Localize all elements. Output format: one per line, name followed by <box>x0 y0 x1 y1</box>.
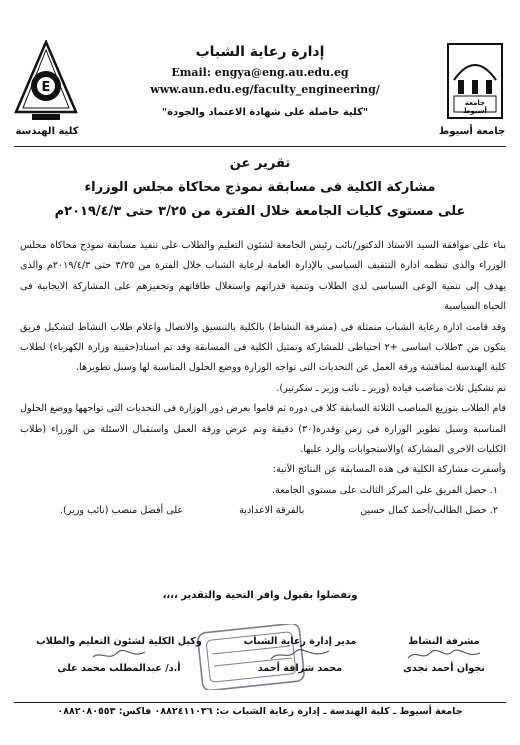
department-name: إدارة رعاية الشباب <box>195 44 325 60</box>
logo-right-text: جامعة أسيوط <box>463 99 487 115</box>
signature-youth-care-director <box>230 636 370 674</box>
website-line: www.aun.edu.eg/faculty_engineering/ <box>150 83 380 96</box>
paragraph-session: قام الطلاب بتوزيع المناصب الثلاثة السابقة كلا فى دوره ثم قاموا بعرض دور الوزارة فى التحديات التى تواجهها ووضع الحلول المناسبة وسبل تطوير الوزارة فى زمن وقدره(٣٠) دقيقة وتم عرض ورقة العمل واستقبال الاسئلة من الوزراء (طلاب الكليات الاخرى المشاركة )والاستجوابات والرد عليها. <box>20 403 506 456</box>
signature-2-name: محمد شراقة أحمد <box>257 663 343 674</box>
handwritten-signature-1-icon <box>404 647 484 663</box>
result-item-1: ١. حصل الفريق على المركز الثالث على مستوى الجامعة. <box>271 484 498 496</box>
paragraph-team: وقد قامت ادارة رعاية الشباب متمثلة فى (مشرفة النشاط) بالكلية بالتنسيق والاتصال واعلام طلاب النشاط لتشكيل فريق يتكون من ٣طلاب اساسى +٢ احتياطى للمشاركة وتمثيل الكلية فى المسابقة وقد تم اسناد(حقيبة وزارة الكهرباء) لطلاب كلية الهندسة لمناقشة ورقة العمل عن التحديات التى تواجه الوزارة ووضع الحلول المناسبة لها وسبل تطويرها. <box>20 321 506 374</box>
result-2-student: ٢. حصل الطالب/أحمد كمال حسين <box>360 504 498 516</box>
logo-right-caption: جامعة أسيوط <box>438 126 506 137</box>
accreditation-tagline: "كلية حاصلة على شهادة الاعتماد والجودة" <box>161 107 369 118</box>
footer-divider <box>14 702 506 703</box>
handwritten-signature-3-icon <box>89 647 149 663</box>
closing-salutation: وتفضلوا بقبول وافر التحية والتقدير ،،،، <box>162 590 358 601</box>
signature-1-name: نجوان أحمد نجدى <box>403 663 485 674</box>
result-item-2 <box>20 501 506 521</box>
signature-vice-dean <box>14 636 224 674</box>
paragraph-intro: بناء على موافقة السيد الاستاذ الدكتور/نائب رئيس الجامعة لشئون التعليم والطلاب على تنفيذ مسابقة نموذج محاكاة مجلس الوزراء والذى تنظمه ادارة التثقيف السياسى بالإدارة العامة لرعاية الشباب خلال الفترة من ٣/٢٥ حتى ٢٠١٩/٤/٣م والذى يهدف إلى تنمية الوعى السياسى لدى الطلاب وتنمية قدراتهم واستغلال طاقاتهم وتحفيزهم على المشاركة الايجابية فى الحياة السياسية <box>20 240 507 313</box>
signature-2-title: مدير إدارة رعاية الشباب <box>243 636 357 647</box>
logo-left-caption: كلية الهندسة <box>15 126 79 137</box>
signature-activity-supervisor <box>382 636 506 674</box>
result-2-level: بالفرقة الاعدادية <box>239 504 305 516</box>
handwritten-signature-2-icon <box>265 647 335 663</box>
signature-1-title: مشرفة النشاط <box>408 636 480 647</box>
faculty-engineering-logo-icon <box>14 40 78 126</box>
paragraph-results-intro: وأسفرت مشاركة الكلية فى هذه المسابقة عن النتائج الآتية: <box>272 464 506 476</box>
paragraph-positions: تم تشكيل ثلاث مناصب قيادة (وزير ـ نائب وزير ـ سكرتير). <box>276 382 506 394</box>
report-body <box>20 236 506 521</box>
footer-contact: جامعة أسيوط ـ كلية الهندسة ـ إدارة رعاية الشباب ت: ٠٨٨٢٤١١٠٣٦ فاكس: ٠٨٨٢٠٨٠٥٥٣ <box>57 706 463 717</box>
header-divider <box>14 146 506 147</box>
report-period: على مستوى كليات الجامعة خلال الفترة من ٣/٢٥ حتى ٢٠١٩/٤/٣م <box>54 204 466 219</box>
signature-3-name: أ.د/ عبدالمطلب محمد على <box>57 663 181 674</box>
report-subject: مشاركة الكلية فى مسابقة نموذج محاكاة مجلس الوزراء <box>84 180 436 195</box>
email-line: Email: engya@eng.au.edu.eg <box>171 66 349 79</box>
result-2-award: على أفضل منصب (نائب وزير). <box>60 504 184 516</box>
report-title: تقرير عن <box>229 156 291 171</box>
svg-text:E: E <box>41 80 51 95</box>
signature-3-title: وكيل الكلية لشئون التعليم والطلاب <box>36 636 202 647</box>
